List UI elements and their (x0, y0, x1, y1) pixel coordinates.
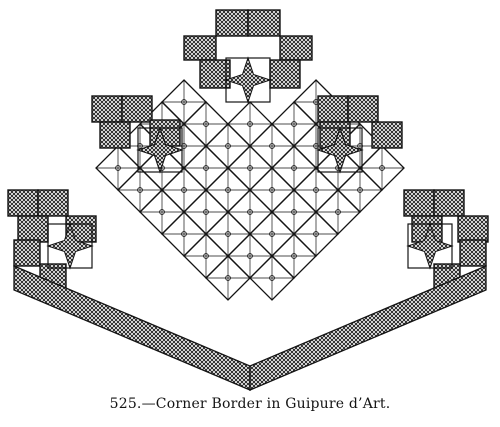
net-cell-cross (140, 190, 184, 234)
net-cell-cross (206, 168, 250, 212)
darned-block (92, 96, 122, 122)
net-cell-cross (184, 190, 228, 234)
bottom-right-border-band (250, 266, 486, 390)
net-cell-cross (250, 212, 294, 256)
darned-block (318, 96, 348, 122)
darned-block (216, 10, 248, 36)
darned-block (14, 240, 40, 266)
darned-block (100, 122, 130, 148)
darned-block (434, 190, 464, 216)
darned-block (372, 122, 402, 148)
darned-block (8, 190, 38, 216)
net-cell-cross (228, 102, 272, 146)
darned-block (18, 216, 48, 242)
darned-block (184, 36, 216, 60)
net-cell-cross (272, 102, 316, 146)
net-cell-cross (250, 124, 294, 168)
darned-block (404, 190, 434, 216)
net-cell-cross (184, 102, 228, 146)
net-cell-cross (316, 190, 360, 234)
net-cell-cross (118, 168, 162, 212)
darned-block (270, 60, 300, 88)
net-cell-cross (338, 168, 382, 212)
lace-pattern (8, 10, 488, 390)
caption-text: —Corner Border in Guipure d’Art. (141, 396, 391, 412)
net-cell-cross (272, 190, 316, 234)
net-cell-cross (206, 124, 250, 168)
net-cell-cross (184, 146, 228, 190)
bottom-left-border-band (14, 266, 250, 390)
darned-block (38, 190, 68, 216)
net-cell-cross (294, 168, 338, 212)
darned-block (348, 96, 378, 122)
net-cell-cross (228, 146, 272, 190)
net-cell-cross (206, 212, 250, 256)
net-cell-cross (272, 234, 316, 278)
net-cell-cross (272, 146, 316, 190)
net-cell-cross (96, 146, 140, 190)
net-cell-cross (250, 256, 294, 300)
figure-caption (0, 396, 500, 412)
net-cell-cross (228, 190, 272, 234)
net-cell-cross (294, 212, 338, 256)
net-cell-cross (228, 234, 272, 278)
darned-block (460, 240, 486, 266)
net-cell-cross (162, 212, 206, 256)
darned-block (248, 10, 280, 36)
net-cell-cross (206, 256, 250, 300)
net-cell-cross (162, 168, 206, 212)
darned-block (458, 216, 488, 242)
net-cell-cross (250, 168, 294, 212)
figure-number: 525. (109, 396, 142, 412)
net-cell-cross (184, 234, 228, 278)
darned-block (122, 96, 152, 122)
pinwheel-motif (226, 58, 270, 102)
darned-block (280, 36, 312, 60)
net-cell-cross (360, 146, 404, 190)
